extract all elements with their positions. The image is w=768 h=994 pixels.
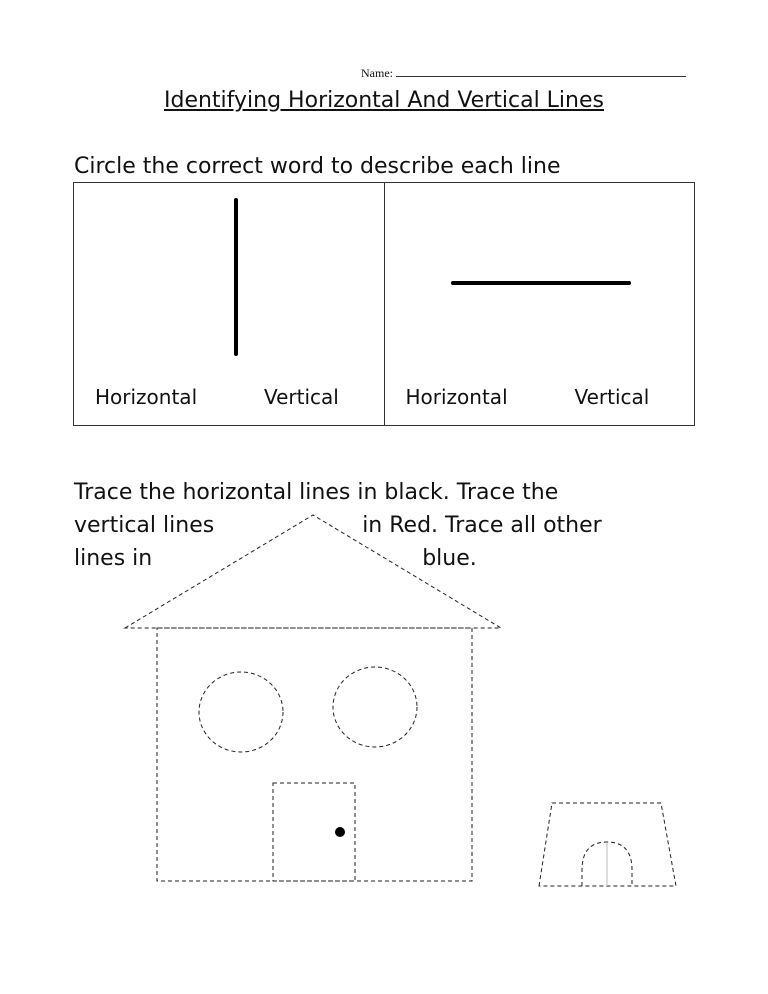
house-body[interactable] <box>157 628 472 881</box>
door-knob <box>335 827 345 837</box>
house-window-right[interactable] <box>333 667 417 747</box>
house-roof[interactable] <box>125 515 501 628</box>
option-vertical[interactable]: Vertical <box>264 385 339 409</box>
name-label: Name: <box>361 66 393 80</box>
trace-line-1: Trace the horizontal lines in black. Trace the <box>74 480 559 505</box>
page-title: Identifying Horizontal And Vertical Lines <box>164 88 604 113</box>
option-horizontal[interactable]: Horizontal <box>405 385 508 409</box>
house-window-left[interactable] <box>199 672 283 752</box>
option-vertical[interactable]: Vertical <box>574 385 650 409</box>
trace-line-3: lines in blue. <box>74 546 477 571</box>
trace-line-2: vertical lines in Red. Trace all other <box>74 513 602 538</box>
option-horizontal[interactable]: Horizontal <box>95 385 198 409</box>
instruction-circle: Circle the correct word to describe each line <box>74 154 561 179</box>
